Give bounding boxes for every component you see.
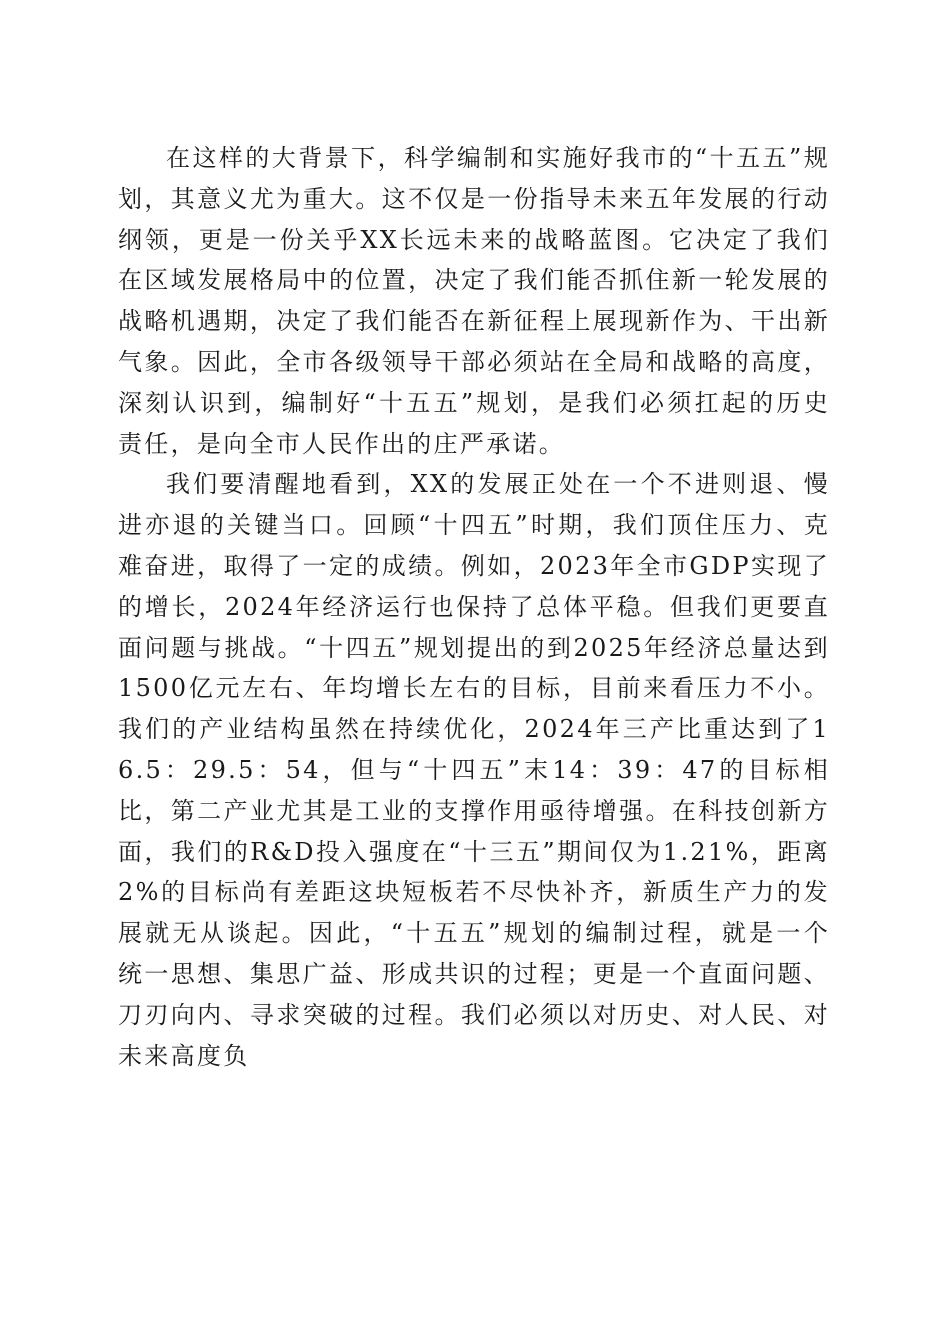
paragraph-challenges: 我们要清醒地看到，XX的发展正处在一个不进则退、慢进亦退的关键当口。回顾“十四五”时期，我们顶住压力、克难奋进，取得了一定的成绩。例如，2023年全市GDP实现了的增长，2024年经济运行也保持了总体平稳。但我们更要直面问题与挑战。“十四五”规划提出的到2025年经济总量达到1500亿元左右、年均增长左右的目标，目前来看压力不小。我们的产业结构虽然在持续优化，2024年三产比重达到了16.5：29.5：54，但与“十四五”末14：39：47的目标相比，第二产业尤其是工业的支撑作用亟待增强。在科技创新方面，我们的R&D投入强度在“十三五”期间仅为1.21%，距离2%的目标尚有差距这块短板若不尽快补齐，新质生产力的发展就无从谈起。因此，“十五五”规划的编制过程，就是一个统一思想、集思广益、形成共识的过程；更是一个直面问题、刀刃向内、寻求突破的过程。我们必须以对历史、对人民、对未来高度负 (118, 470, 830, 1070)
document-body (118, 138, 830, 1076)
paragraph-significance: 在这样的大背景下，科学编制和实施好我市的“十五五”规划，其意义尤为重大。这不仅是一份指导未来五年发展的行动纲领，更是一份关乎XX长远未来的战略蓝图。它决定了我们在区域发展格局中的位置，决定了我们能否抓住新一轮发展的战略机遇期，决定了我们能否在新征程上展现新作为、干出新气象。因此，全市各级领导干部必须站在全局和战略的高度，深刻认识到，编制好“十五五”规划，是我们必须扛起的历史责任，是向全市人民作出的庄严承诺。 (118, 144, 830, 458)
